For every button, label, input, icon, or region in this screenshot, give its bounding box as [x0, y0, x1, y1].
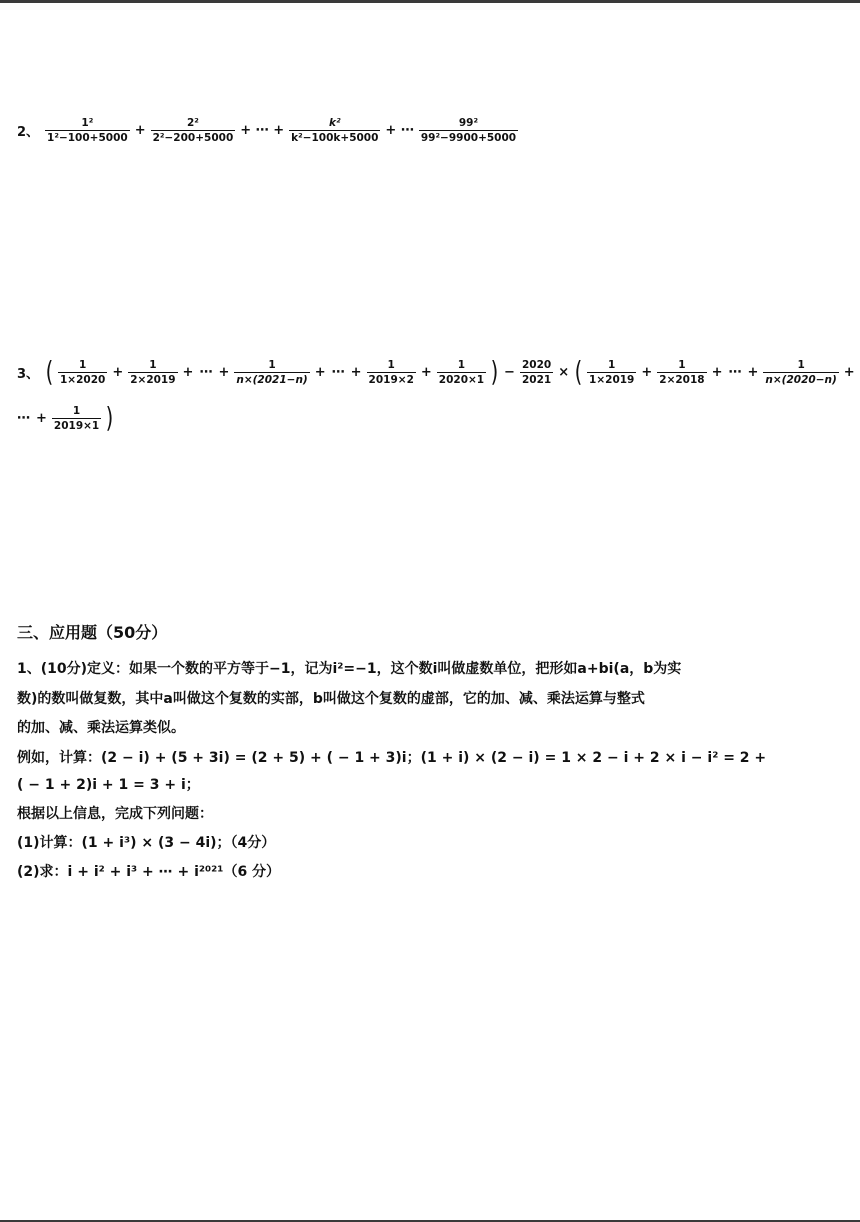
question-number: 3、 — [17, 366, 40, 382]
question-3-line-2: ⋯ + $\frac{1}{2019\times 1}$ ) — [17, 401, 114, 434]
example-line-1: 例如，计算：(2 − i) + (5 + 3i) = (2 + 5) + ( − 1 + 3)i；(1 + i) × (2 − i) = 1 × 2 − i + 2 × i − i² = 2 + — [17, 750, 767, 766]
section-title: 三、应用题（50分） — [17, 623, 168, 642]
fraction-term-2: $\frac{\text{2²}}{\text{2²−200+5000}}$ — [152, 117, 234, 144]
coefficient-fraction: $\frac{2020}{2021}$ — [521, 358, 552, 386]
question-3-line-1: 3、 ( $\frac{1}{1\times 2020}$ + $\frac{1}{2\times 2019}$ + ⋯ + $\frac{1}{n\times(2021-n)}$ + ⋯ + $\frac{1}{2019\times 2}$ + $\frac{1}{2020\times 1}$ ) − $\frac{2020}{2021}$ × ( $\frac{1}{1\times 2019}$ + $\frac{1}{2\times 2018}$ + ⋯ + $\frac{1}{n\times(2020-n)}$ + — [17, 355, 855, 388]
sub-question-1: (1)计算：(1 + i³) × (3 − 4i)；（4分） — [17, 835, 276, 851]
definition-line-2: 数)的数叫做复数，其中a叫做这个复数的实部，b叫做这个复数的虚部，它的加、减、乘法运算与整式 — [17, 691, 645, 707]
example-line-2: ( − 1 + 2)i + 1 = 3 + i； — [17, 777, 200, 793]
sub-question-2: (2)求：i + i² + i³ + ⋯ + i²⁰²¹（6 分） — [17, 864, 281, 880]
fraction-term-1: $\frac{\text{1²}}{\text{1²−100+5000}}$ — [47, 117, 128, 144]
question-2: 2、 $\frac{\text{1²}}{\text{1²−100+5000}}$ + $\frac{\text{2²}}{\text{2²−200+5000}}$ + ⋯ + $\frac{\text{k²}}{\text{k²−100k+5000}}$ + ⋯ $\frac{\text{99²}}{\text{99²−9900+5000}}$ — [17, 117, 517, 144]
fraction-term-k: $\frac{\text{k²}}{\text{k²−100k+5000}}$ — [291, 117, 379, 144]
top-border — [0, 0, 860, 3]
instruction-line: 根据以上信息，完成下列问题： — [17, 806, 213, 822]
fraction-term-99: $\frac{\text{99²}}{\text{99²−9900+5000}}$ — [420, 117, 517, 144]
question-number: 2、 — [17, 125, 40, 140]
definition-line-1: 1、(10分)定义：如果一个数的平方等于−1，记为i²=−1，这个数i叫做虚数单位，把形如a+bi(a，b为实 — [17, 661, 682, 677]
definition-line-3: 的加、减、乘法运算类似。 — [17, 720, 185, 736]
